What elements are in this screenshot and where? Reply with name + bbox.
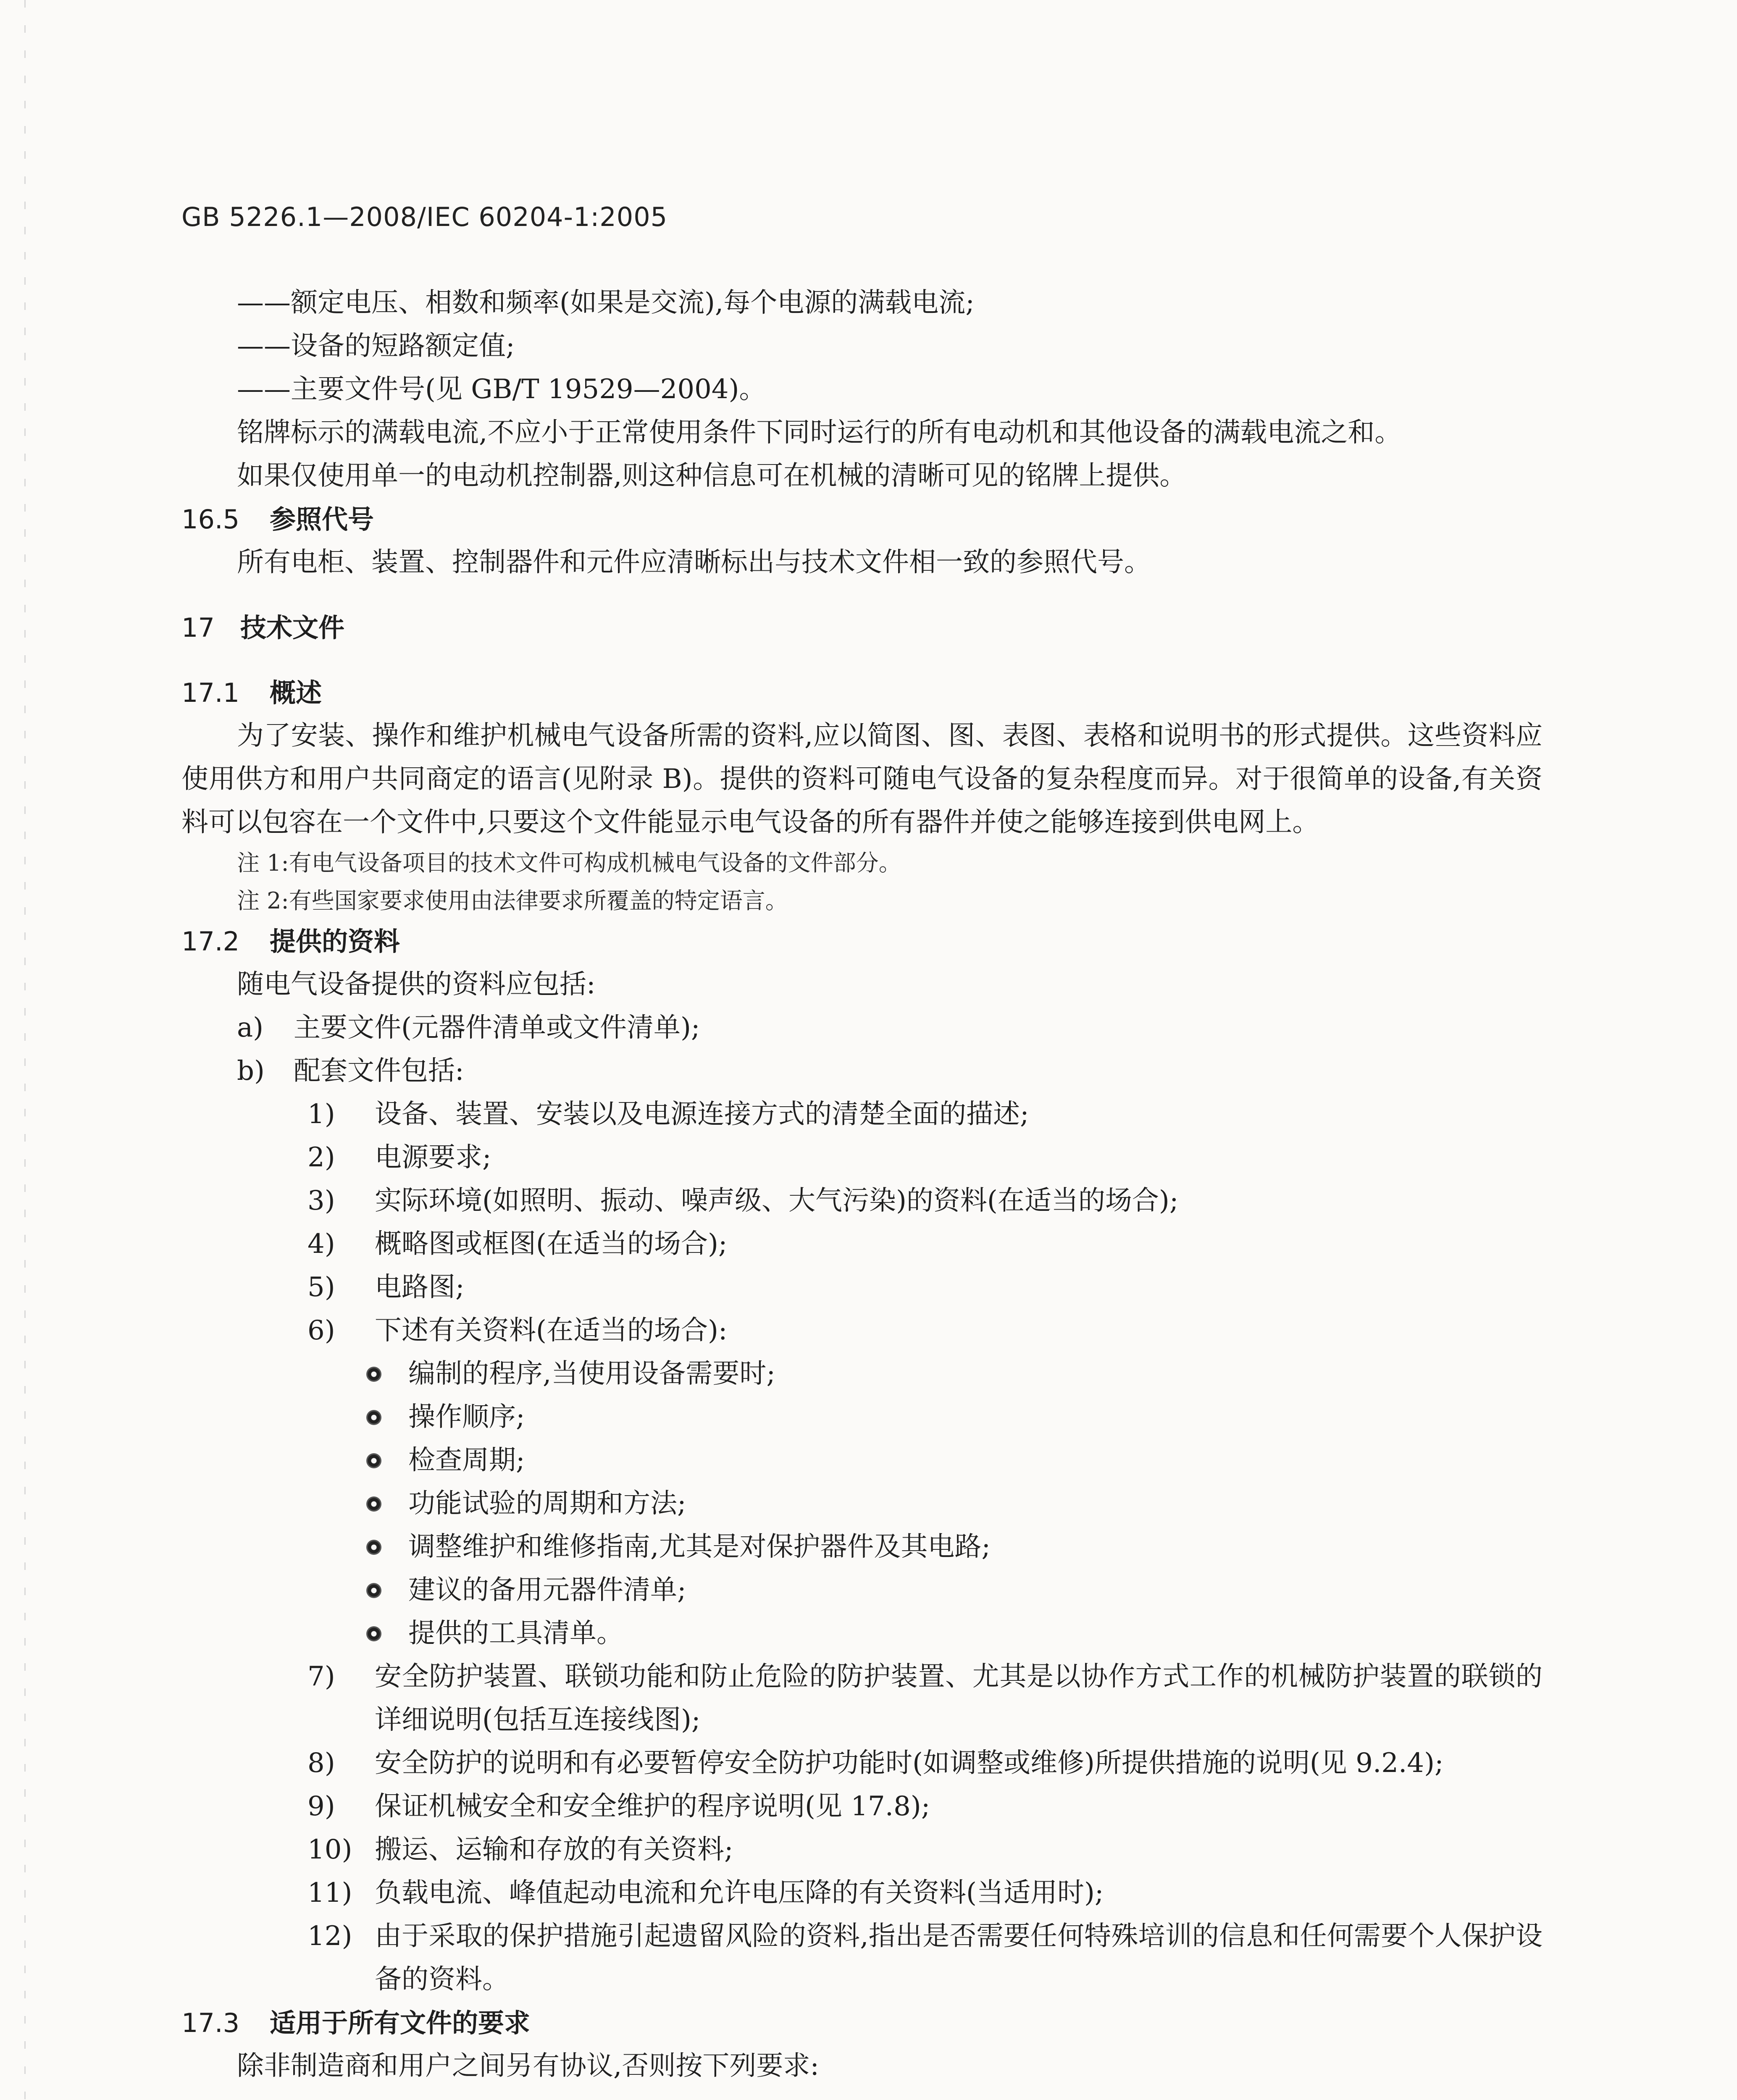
bullet-icon	[366, 1626, 381, 1641]
item-text: 主要文件(元器件清单或文件清单);	[294, 1012, 700, 1043]
bullet-icon	[366, 1453, 381, 1468]
bullet-text: 调整维护和维修指南,尤其是对保护器件及其电路;	[408, 1531, 991, 1562]
item-label: 11)	[307, 1877, 352, 1908]
item-label: 1)	[307, 1099, 335, 1130]
item-text: 配套文件包括:	[294, 1055, 464, 1087]
section-title: 提供的资料	[270, 926, 400, 957]
bullet-text: 操作顺序;	[408, 1402, 525, 1433]
scan-edge-mark	[24, 0, 26, 2100]
item-label: 7)	[307, 1661, 335, 1692]
section-heading-17-1	[181, 671, 1543, 714]
bullet-item	[181, 1396, 1543, 1439]
paragraph-general: 为了安装、操作和维护机械电气设备所需的资料,应以简图、图、表图、表格和说明书的形式提供。这些资料应使用供方和用户共同商定的语言(见附录 B)。提供的资料可随电气设备的复杂程度而异。对于很简单的设备,有关资料可以包容在一个文件中,只要这个文件能显示电气设备的所有器件并使之能够连接到供电网上。	[181, 720, 1543, 838]
item-label: a)	[237, 1012, 264, 1043]
list-item-a	[181, 1006, 1543, 1050]
item-label: 5)	[307, 1272, 335, 1303]
numbered-item	[181, 1136, 1543, 1179]
bullet-icon	[366, 1583, 381, 1598]
item-text: 保证机械安全和安全维护的程序说明(见 17.8);	[375, 1791, 930, 1822]
page-body	[181, 281, 1543, 2088]
section-heading-17-2	[181, 920, 1543, 963]
bullet-icon	[366, 1367, 381, 1382]
numbered-item	[181, 1655, 1543, 1742]
dash-item: ——额定电压、相数和频率(如果是交流),每个电源的满载电流;	[237, 287, 975, 318]
dash-item: ——主要文件号(见 GB/T 19529—2004)。	[237, 374, 766, 405]
numbered-item	[181, 1742, 1543, 1785]
item-label: 10)	[307, 1834, 352, 1865]
numbered-item	[181, 1179, 1543, 1223]
item-label: 8)	[307, 1748, 335, 1779]
item-label: 9)	[307, 1791, 335, 1822]
item-text: 搬运、运输和存放的有关资料;	[375, 1834, 733, 1865]
bullet-item	[181, 1439, 1543, 1482]
item-text: 由于采取的保护措施引起遗留风险的资料,指出是否需要任何特殊培训的信息和任何需要个人保护设备的资料。	[375, 1921, 1543, 1995]
section-heading-16-5	[181, 498, 1543, 541]
bullet-icon	[366, 1410, 381, 1425]
bullet-icon	[366, 1496, 381, 1512]
note-2: 注 2:有些国家要求使用由法律要求所覆盖的特定语言。	[237, 887, 788, 914]
paragraph-single-controller: 如果仅使用单一的电动机控制器,则这种信息可在机械的清晰可见的铭牌上提供。	[237, 460, 1187, 491]
item-text: 安全防护的说明和有必要暂停安全防护功能时(如调整或维修)所提供措施的说明(见 9.2.4);	[375, 1748, 1444, 1779]
note-1: 注 1:有电气设备项目的技术文件可构成机械电气设备的文件部分。	[237, 850, 901, 876]
numbered-item	[181, 1785, 1543, 1828]
item-text: 实际环境(如照明、振动、噪声级、大气污染)的资料(在适当的场合);	[375, 1185, 1179, 1216]
standard-header: GB 5226.1—2008/IEC 60204-1:2005	[181, 202, 668, 232]
paragraph-provided-info: 随电气设备提供的资料应包括:	[237, 969, 596, 1000]
numbered-item	[181, 1309, 1543, 1352]
section-heading-17-3	[181, 2001, 1543, 2045]
item-label: 3)	[307, 1185, 335, 1216]
item-label: 6)	[307, 1315, 335, 1346]
item-text: 概略图或框图(在适当的场合);	[375, 1228, 728, 1260]
bullet-item	[181, 1569, 1543, 1612]
item-label: b)	[237, 1055, 265, 1087]
item-label: 2)	[307, 1142, 335, 1173]
numbered-item	[181, 1266, 1543, 1309]
numbered-item	[181, 1828, 1543, 1872]
item-text: 负载电流、峰值起动电流和允许电压降的有关资料(当适用时);	[375, 1877, 1104, 1908]
item-text: 设备、装置、安装以及电源连接方式的清楚全面的描述;	[375, 1099, 1029, 1130]
section-number: 17.3	[181, 2008, 240, 2038]
section-number: 16.5	[181, 504, 240, 535]
paragraph-full-load: 铭牌标示的满载电流,不应小于正常使用条件下同时运行的所有电动机和其他设备的满载电流之和。	[237, 417, 1402, 448]
item-label: 4)	[307, 1228, 335, 1260]
bullet-item	[181, 1612, 1543, 1655]
section-title: 参照代号	[270, 504, 374, 535]
bullet-text: 编制的程序,当使用设备需要时;	[408, 1358, 775, 1389]
section-title: 适用于所有文件的要求	[270, 2008, 531, 2038]
item-text: 下述有关资料(在适当的场合):	[375, 1315, 728, 1346]
paragraph-reference-designation: 所有电柜、装置、控制器件和元件应清晰标出与技术文件相一致的参照代号。	[237, 547, 1151, 578]
numbered-item	[181, 1093, 1543, 1136]
numbered-item	[181, 1915, 1543, 2001]
list-item-b	[181, 1050, 1543, 1093]
chapter-title: 技术文件	[240, 612, 345, 643]
item-text: 安全防护装置、联锁功能和防止危险的防护装置、尤其是以协作方式工作的机械防护装置的联锁的详细说明(包括互连接线图);	[375, 1661, 1543, 1735]
section-number: 17.1	[181, 677, 240, 708]
bullet-icon	[366, 1540, 381, 1555]
item-text: 电路图;	[375, 1272, 465, 1303]
chapter-number: 17	[181, 612, 215, 643]
bullet-text: 建议的备用元器件清单;	[408, 1575, 686, 1606]
paragraph-all-documents: 除非制造商和用户之间另有协议,否则按下列要求:	[237, 2050, 819, 2082]
bullet-text: 提供的工具清单。	[408, 1618, 623, 1649]
dash-item: ——设备的短路额定值;	[237, 331, 515, 362]
item-text: 电源要求;	[375, 1142, 491, 1173]
bullet-item	[181, 1482, 1543, 1525]
bullet-item	[181, 1525, 1543, 1569]
section-number: 17.2	[181, 926, 240, 957]
chapter-heading-17	[181, 606, 1543, 649]
section-title: 概述	[270, 677, 322, 708]
numbered-item	[181, 1223, 1543, 1266]
bullet-item	[181, 1352, 1543, 1396]
item-label: 12)	[307, 1921, 352, 1952]
numbered-item	[181, 1872, 1543, 1915]
bullet-text: 功能试验的周期和方法;	[408, 1488, 686, 1519]
bullet-text: 检查周期;	[408, 1445, 525, 1476]
